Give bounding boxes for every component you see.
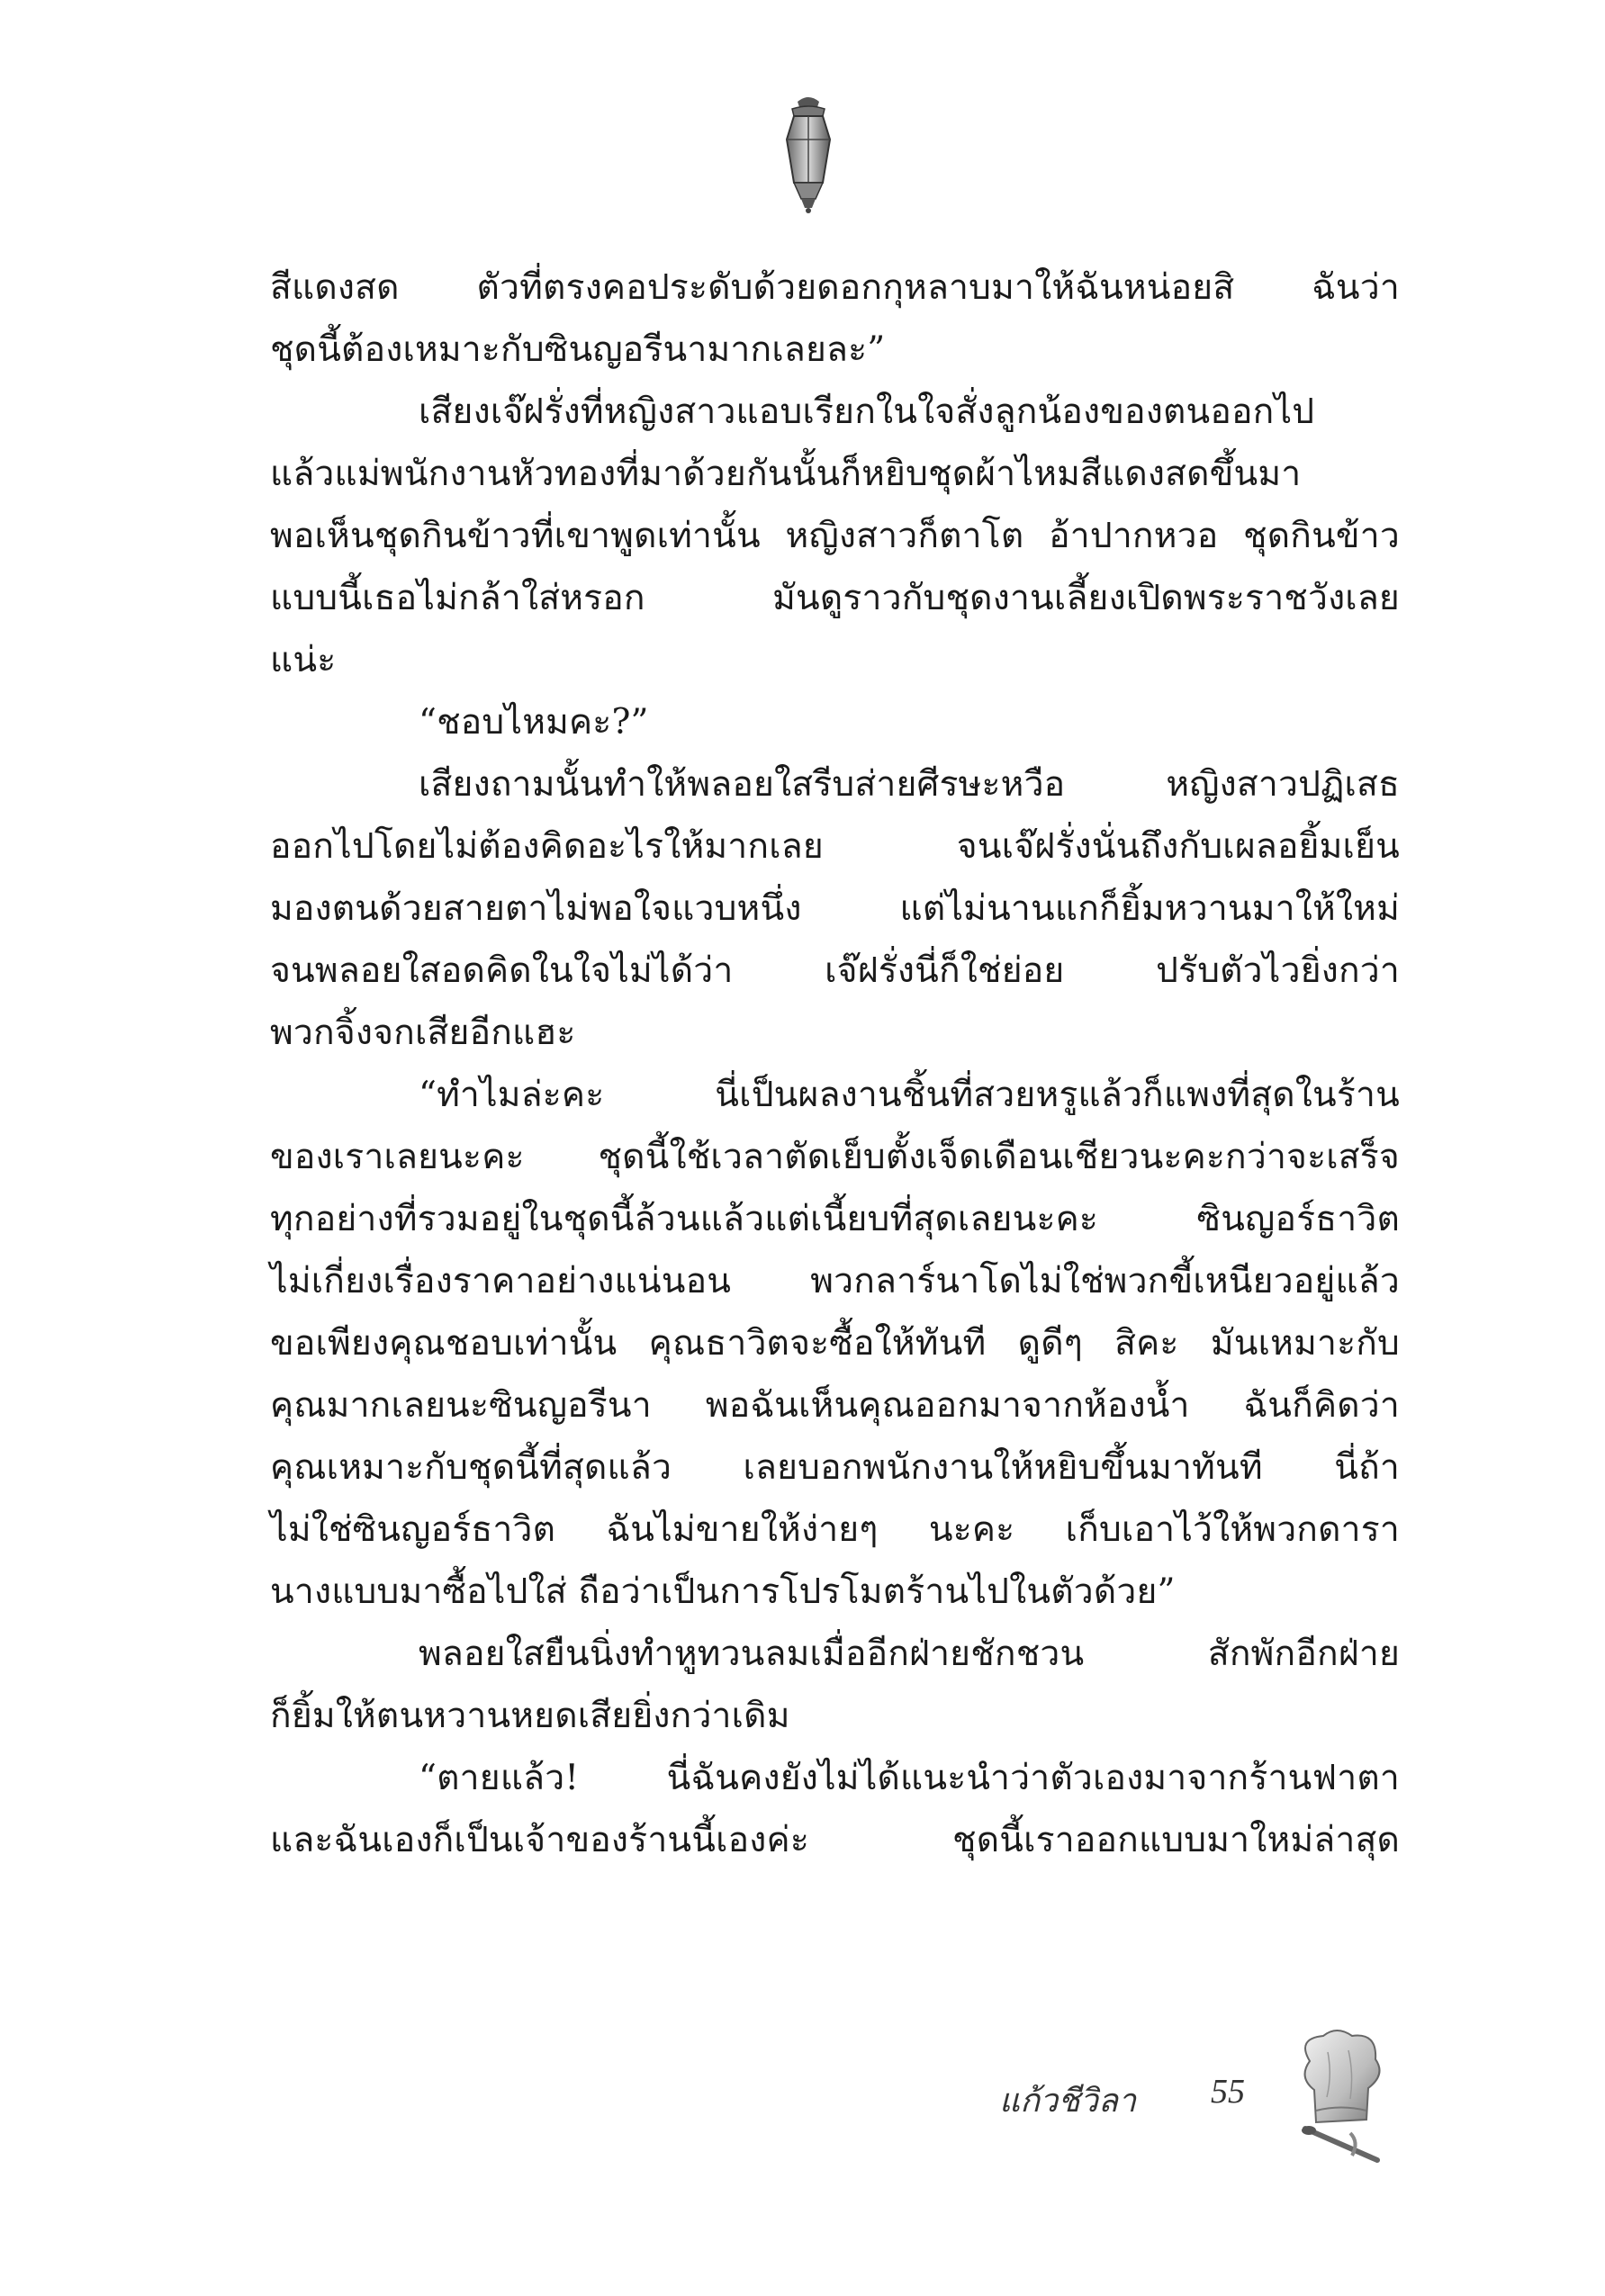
text-line: ทุกอย่างที่รวมอยู่ในชุดนี้ล้วนแล้วแต่เนี้ยบที่สุดเลยนะคะ ซินญอร์ธาวิต [270, 1199, 1400, 1239]
text-line: ขอเพียงคุณชอบเท่านั้น คุณธาวิตจะซื้อให้ทันที ดูดีๆ สิคะ มันเหมาะกับ [270, 1323, 1400, 1364]
text-line: แล้วแม่พนักงานหัวทองที่มาด้วยกันนั้นก็หยิบชุดผ้าไหมสีแดงสดขึ้นมา [270, 454, 1302, 494]
text-line: แบบนี้เธอไม่กล้าใส่หรอก มันดูราวกับชุดงานเลี้ยงเปิดพระราชวังเลย [270, 578, 1400, 618]
text-line: คุณมากเลยนะซินญอรีนา พอฉันเห็นคุณออกมาจากห้องน้ำ ฉันก็คิดว่า [270, 1385, 1400, 1426]
text-line: ไม่ใช่ซินญอร์ธาวิต ฉันไม่ขายให้ง่ายๆ นะคะ เก็บเอาไว้ให้พวกดารา [270, 1509, 1400, 1550]
text-line: นางแบบมาซื้อไปใส่ ถือว่าเป็นการโปรโมตร้านไปในตัวด้วย” [270, 1571, 1176, 1612]
text-line: พอเห็นชุดกินข้าวที่เขาพูดเท่านั้น หญิงสาวก็ตาโต อ้าปากหวอ ชุดกินข้าว [270, 516, 1400, 556]
footer-book-title: แก้วชีวิลา [999, 2083, 1137, 2120]
text-line: และฉันเองก็เป็นเจ้าของร้านนี้เองค่ะ ชุดนี้เราออกแบบมาใหม่ล่าสุด [270, 1820, 1400, 1860]
text-line: คุณเหมาะกับชุดนี้ที่สุดแล้ว เลยบอกพนักงานให้หยิบขึ้นมาทันที นี่ถ้า [270, 1447, 1400, 1488]
text-line: พวกจิ้งจกเสียอีกแฮะ [270, 1013, 576, 1053]
text-line: ของเราเลยนะคะ ชุดนี้ใช้เวลาตัดเย็บตั้งเจ็ดเดือนเชียวนะคะกว่าจะเสร็จ [270, 1137, 1400, 1177]
text-line: “ทำไมล่ะคะ นี่เป็นผลงานชิ้นที่สวยหรูแล้วก็แพงที่สุดในร้าน [419, 1075, 1400, 1115]
text-line: ไม่เกี่ยงเรื่องราคาอย่างแน่นอน พวกลาร์นาโดไม่ใช่พวกขี้เหนียวอยู่แล้ว [270, 1261, 1400, 1301]
text-line: ออกไปโดยไม่ต้องคิดอะไรให้มากเลย จนเจ๊ฝรั่งนั่นถึงกับเผลอยิ้มเย็น [270, 826, 1400, 867]
text-line: เสียงถามนั้นทำให้พลอยใสรีบส่ายศีรษะหวือ หญิงสาวปฏิเสธ [419, 764, 1400, 805]
text-line: จนพลอยใสอดคิดในใจไม่ได้ว่า เจ๊ฝรั่งนี่ก็ใช่ย่อย ปรับตัวไวยิ่งกว่า [270, 950, 1400, 991]
text-line: ชุดนี้ต้องเหมาะกับซินญอรีนามากเลยละ” [270, 329, 886, 370]
text-line: มองตนด้วยสายตาไม่พอใจแวบหนึ่ง แต่ไม่นานแกก็ยิ้มหวานมาให้ใหม่ [270, 888, 1400, 929]
text-line: แน่ะ [270, 640, 337, 680]
body-text [270, 257, 1400, 1871]
lantern-icon [772, 93, 844, 214]
text-line: พลอยใสยืนนิ่งทำหูทวนลมเมื่ออีกฝ่ายชักชวน สักพักอีกฝ่าย [419, 1634, 1400, 1674]
page-number: 55 [1211, 2073, 1245, 2111]
chef-hat-icon [1287, 2025, 1395, 2165]
text-line: “ตายแล้ว! นี่ฉันคงยังไม่ได้แนะนำว่าตัวเองมาจากร้านฟาตา [419, 1758, 1400, 1798]
text-line: “ชอบไหมคะ?” [419, 702, 649, 743]
text-line: เสียงเจ๊ฝรั่งที่หญิงสาวแอบเรียกในใจสั่งลูกน้องของตนออกไป [419, 392, 1315, 432]
text-line: ก็ยิ้มให้ตนหวานหยดเสียยิ่งกว่าเดิม [270, 1696, 790, 1736]
text-line: สีแดงสด ตัวที่ตรงคอประดับด้วยดอกกุหลาบมาให้ฉันหน่อยสิ ฉันว่า [270, 267, 1400, 308]
